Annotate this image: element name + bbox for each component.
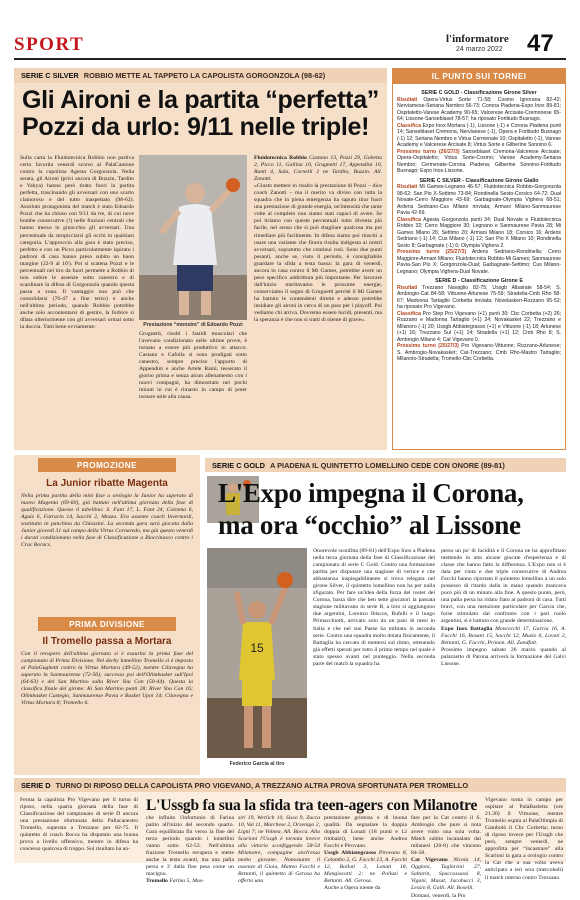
article1-strip xyxy=(14,68,387,83)
article2-strip-headline: A PIADENA IL QUINTETTO LOMELLINO CEDE CON ONORE (89-81) xyxy=(269,460,505,470)
article1-title-line1: Gli Aironi e la partita “perfetta” xyxy=(22,86,380,114)
article3-col5-end: Domani, venerdì, la Pro xyxy=(411,892,466,899)
article2-col2-end: Prossimo impegno sabato 26 marzo quando al palazzetto di Parona arriverà la formazione del Galvi Lissone. xyxy=(441,646,566,667)
sidebar-group-heading: SERIE C SILVER - Classificazione Girone Giallo xyxy=(419,177,539,184)
article2-title-line1: L'Expo impegna il Corona, xyxy=(218,478,524,508)
article3-title: L'Ussgb fa sua la sfida tra teen-agers con Milanotre xyxy=(146,797,478,814)
article3-col5-lead: Cat Vigevano xyxy=(411,857,448,864)
article3-col4-lead: Ussgb Abbiategrasso xyxy=(324,850,376,857)
sidebar-entry-label: Risultati xyxy=(397,96,418,103)
sidebar-entry xyxy=(397,123,561,149)
header-rule xyxy=(14,58,566,60)
sidebar-entry-text: Agesta Gorgonzola punti 34; Dual Novate e Fluidotecnica Robbio 32; Cerro Maggiore 30; Legnano e Sanmaurese Pavia 28; Mi Games Mlano 26; Settimo 20; Armani Milano 18; Corsico 16; Ardens Sedriano (-1) 14; Cus Milano (-1) 12; San Pio X Milano 10; Rondinella Sesto 8; Garbagnate (-1) 6; Olympia Vighera 2. xyxy=(397,216,561,249)
sidebar-entry-label: Risultati xyxy=(397,184,418,190)
sidebar-entry-text: Mi Games-Legnano 46-57; Fluidotecnica Robbio-Gorgonzola 98-62; San Pio X-Settimo 73-84; Rondinella Sesto-Corsico 64-72; Dual Novate-Cerro Maggiore 43-69; Garbagnate-Olympia Vighera 68-51; Ardens Sedriano-Cus Milano rinviata; Armani Milano-Sanmaurese Pavia 42-69. xyxy=(397,184,561,216)
article3-col2-roster: Farina 5, Mus- xyxy=(169,878,204,885)
article1-col1: Sulla carta la Fluidotecnica Robbio non partiva certo favorita venerdì scorso al PalaCantone contro la capolista Agesta Gorgonzola. Nella serata, gli Aironi (privi ancora di Buzzin, Tardito e Yahya) hanno però tirato fuori la partita perfetta, trascinando gli avversari con uno scarto clamoroso e del tutto inaspettato (98-62). Assoluto protagonista del match è stato Edoardo Pozzi che ha chiuso con 9/11 da tre, di cui nove bombe consecutive (!) nelle frazioni centrali che hanno messo in ginocchio gli avversari. Una percentuale da stropicciarsi gli occhi in qualsiasi categoria. L'approccio alla gara è stato preciso, perfetto e con un Picco particolarmente ispirato i padroni di casa hanno preso subito un buon margine (22-9 al 10'). Poi si scatena Pozzi e le percentuali nel tiro da fuori permette a Robbio di non subire le assenze sotto canestro e di scardinare la difesa di Gorgonzola quando questa passa a zona. Il vantaggio non può che consolidarsi (76-47 a fine terzo) e anche nell'ultimo periodo, quando Robbio potrebbe anche solo accontentarsi di gestire, la forbice si dilata ulteriormente con gli avversari ormai sotto la doccia. Tutti bene ovviamente: xyxy=(20,155,134,331)
sidebar-entry-text: Pro Step Pro Vigevano (+1) punti 30; Cbc Corbetta (+2) 26; Rozzano e Madonna Tartaglio (+1) 24; Novakasket 22; Trezzano e Milanoro (-1) 20; Ussgb Abbiategrasso (+1) e Vittuone (-1) 18; Arlunese (+1) 16; Trezzano Sul (+1) 14; Stradella (+1) 12; Cmb Rho 8; S. Ambrogio Milano 4; Cat Vigevano 0. xyxy=(397,310,561,343)
article3-strip-series: SERIE D xyxy=(21,780,51,790)
sidebar-entry xyxy=(397,249,561,275)
sidebar-entry-label: Prossimo turno (26/27/3) xyxy=(397,148,460,155)
article2-roster: Moncecchi 17, Garcia 16, A. Facchi 16, Bosani 15, Socchi 12, Muzio 6, Lovati 2, Bettanti, G. Facchi, Primon. All. Zandfalt. xyxy=(441,625,566,646)
article2-strip-series: SERIE C GOLD xyxy=(212,460,265,470)
sidebar-entry xyxy=(397,149,561,175)
article1-roster: Castano 13, Pozzi 29, Gobetta 2, Picco 11, Gallina 10, Grugnetti 17, Appendini 10, Ranti 4, Sala, Cornelli 2 ne Tardito, Buzzin. All. Zanotti. xyxy=(254,155,382,183)
prima-divisione-body: Con il recupero dell'ultima giornata si è esaurita la prima fase del campionato di Prima Divisione. Nel derby lomellino Tromello si è imposto al PalaGughetti contro la Virtus Mortara (49-52), mentre Cilavegna ha superato la Sanmaurense (72-56); successo poi dell'Olimbasket sull'Ipoi (64-63) e del San Martino sulla River You Con (50-44). Questa la classifica finale del girone: Ki San Martino punti 28; River You Con 16; Olimbasket Castegio, Sanmaurense Pavia e Basket Upoi 14; Cilavegna e Virtus Mortara 8; Tromello 6. xyxy=(21,651,193,707)
article3-col5-text: fare per la Cat contro il S. Ambrogio che pure si nota avere vinto una sola volta. Match subito incanalato dai milanesi (20-8) che vincono 84-58. xyxy=(411,815,481,857)
article3-strip xyxy=(14,778,566,792)
sidebar-entry-text: Trezzano Navaglio 82-75; Ussgb Albairate 58-54; S. Ambrogio-Cat 84-58; Vittuone-Arlunese 75-59; Stradella-Cmb Rho 58-67; Madonna Tartaglio Corbetta rinviata; Novelasken-Rozzano 95-52; ha riposato Pro Vigevano. xyxy=(397,284,561,310)
sidebar-entry-text: Ardens Sedriano-Rondinella; Cerro Maggiore-Armani Milano; Fluidotecnica Robbio-Mi Games; Sanmaurese Pavia-San Pio X; Gorgonzola-Dual; Garbagnate-Settimo; Cus Milano-Legnano; Olympia Vighera-Dual Novate. xyxy=(397,249,561,275)
prima-divisione-heading: PRIMA DIVISIONE xyxy=(38,617,176,631)
article1-team-lead: Fluidotecnica Robbio xyxy=(254,155,307,161)
sidebar-entry-label: Risultati xyxy=(397,284,418,291)
sidebar-entry xyxy=(397,343,561,363)
sidebar-entry xyxy=(397,217,561,250)
article3-col4-text: prestazione grintosa e di buona qualità. Da segnalare la doppia doppia di Lonati (18 punti e 12 rimbalzi), bene anche Andrea Facchi e Pirovano. xyxy=(324,815,407,850)
basketball-player-image xyxy=(139,155,247,320)
page-header xyxy=(0,0,580,62)
sidebar-entry-label: Prossimo turno (25/27/3) xyxy=(397,249,467,255)
article1-col3 xyxy=(254,155,382,445)
article2-photo-caption: Federico Garcia al tiro xyxy=(229,761,285,767)
article3-col2 xyxy=(146,815,234,885)
sidebar-entry xyxy=(397,311,561,344)
article3-strip-headline: TURNO DI RIPOSO DELLA CAPOLISTA PRO VIGEVANO, A TREZZANO ALTRA PROVA SFORTUNATA PER TROMELLO xyxy=(55,780,469,790)
svg-text:15: 15 xyxy=(250,641,264,655)
article2-team-lead: Expo Inox Battaglia xyxy=(441,625,493,632)
article1-photo-caption: Prestazione “monstre” di Edoardo Pozzi xyxy=(143,322,243,328)
sidebar-title: IL PUNTO SUI TORNEI xyxy=(392,68,566,84)
newspaper-logo: l'informatore xyxy=(446,33,509,45)
sidebar-entry-text: Sanseblaset Cremona-Valcerese Arcisate; Opera-Ospitaletto; Virtus Sorte-Cosmo; Varese Academy-Seriana Nembro; Cermenate-Corona Piadena; Gilberine Sonnino-Fortitudo Busnago; Expo Inox-Lissone. xyxy=(397,148,561,174)
issue-date: 24 marzo 2022 xyxy=(456,46,503,53)
sidebar-entry-text: Expo Inox Mortara (-1), Lissone (-1) e Corona Piadena punti 14; Sanseblaset Cremona, Nervianese (-1), Opera e Fortitudo Busnago (-1) 12; Seriana Nembro e Virtus Cermenate 10; Ospitaletto (-1), Varese Academy e Valcerese Arcisate 8; Virtus Sorte e Gilberine Sonnino 6. xyxy=(397,122,561,148)
article1-col2-bottom: Grugnetti, risolti i fastidi muscolari che l'avevano condizionato nelle ultime prove, è tornato a essere più produttivo in attacco. Castano e Cafolla si sono prodigati sotto canestro, sempre preciso l'apporto di Appendini e anche Artele Rainì, tesserato il giorno prima e senza alcun allenamento con i nuovi compagni, ha dimostrato nei pochi minuti in cui è rimasto in campo di poter tornare utile alla causa. xyxy=(139,331,247,401)
sidebar-group-heading: SERIE C GOLD - Classificazione Girone Silver xyxy=(421,90,537,96)
sidebar-entry-label: Prossimo turno (25/27/3) xyxy=(397,343,459,349)
prima-divisione-title: Il Tromello passa a Mortara xyxy=(42,636,172,647)
sidebar-group-heading: SERIE D - Classificazione Girone E xyxy=(435,278,523,284)
article2-main-photo xyxy=(207,548,307,758)
sidebar-entry xyxy=(397,184,561,217)
article3-col2-text: che influito l'infortunio di Farina patito all'inizio del secondo quarto. Gara equilibrata fin verso la fine del terzo periodo quando i lomellini vanno sotto 62-53. Nell'ultima frazione Tromello recupera e mette anche la testa avanti, ma una palla persa e 3' dalla fine pesa come un macigno. xyxy=(146,815,234,878)
article3-col2-lead: Tromello xyxy=(146,878,168,885)
basketball-shooter-image xyxy=(207,548,307,758)
article1-title-line2: Pozzi da urlo: 9/11 nelle triple! xyxy=(22,113,370,141)
article3-col5-roster: Nicola 14, Oggioni, Tagliavini 27, Saltarin, Spaccossassi 8, Vigani, Musat, Jacobucci 3, Lessio 8, Galli. All. Boselli. xyxy=(411,857,482,892)
article3-col1: Ferma la capolista Pro Vigevano per il turno di riposo, nella quarta giornata della fase di Classificazione del campionato di serie D ancora una prestazione sfortunata della Pallacanestro Tromello, superata a Trezzano per 82-75. Il quintetto di coach Bocca ha disputato una buona prova a livello offensivo, mentre in difesa ha concesso qualcosa di troppo. Sul risultato ha an- xyxy=(20,797,138,853)
article2-col2-text: perso un po' di lucidità e il Corona ne ha approfittato mettendo in atto alcune giocate d'esperienza e di classe che hanno fatto la differenza. L'Expo non si è data per vinta e due triple consecutive di Andrea Facchi hanno riportato il quintetto lomellino a un solo possesso di ritardo dalla in mano quando mancava poco più di un minuto alla fine. A questo punto, però, una palla persa ha ridato fiato ai padroni di casa. Tutti bravi, con una menzione particolare per Garcia che, forse stimolato dal confronto con i pari ruolo argentini, si è battuto con grande determinazione. xyxy=(441,548,566,625)
sidebar-entry-label: Classifica xyxy=(397,310,422,317)
article2-col2 xyxy=(441,548,566,770)
article2-title-line2: ma ora “occhio” al Lissone xyxy=(218,510,521,540)
sidebar-entry-text: Pro Vigevano-Vittuone; Rozzano-Arlunese; S. Ambrogio-Novakasket; Cat-Trezzano; Cmb Rho-Mastro Tartaglio; Milanoto-Stradella; Tromello-Cbc Corbetta. xyxy=(397,343,561,362)
article3-col4-roster: Pirovano 8, Colombo 2, G. Facchi 13, A. Facchi 12, Bollati 3, Lonati 18, Mangiacotti 2; ne Polluzi e Bettanti. All. Gerosa. xyxy=(324,850,407,885)
sidebar-entry-label: Classifica xyxy=(397,122,422,129)
strip-headline: ROBBIO METTE AL TAPPETO LA CAPOLISTA GORGONZOLA (98-62) xyxy=(83,71,326,80)
strip-series: SERIE C SILVER xyxy=(21,71,79,80)
article3-col6: Vigevano torna in campo per ospitare al PalaBasletta (ore 21.30) il Vittuone, mentre Tromello ospita al PalaOlimpia di Gambolò il Cbc Corbetta; turno di riposo invece per l'Ussgb che però, sempre venerdì, ne approfitta per “incastrare” alla Scarioni la gara a orologio contro la Cat che a sua volta aveva anticipato a ieri sera (mercoledì) il match interno contro Trezzano. xyxy=(485,797,563,881)
sidebar-entry-label: Classifica xyxy=(397,216,422,223)
sidebar-entry-text: Opera-Virtus Sorte 71-58; Cosmo Ignorana 82-42; Nerviamese-Seriana Nembro 56-73; Corona Piadena-Expo Inox 89-81; Ospitaletto-Varese Academy 90-65; Valcerese Arcisate-Cremonese 65-64; Lissone-Sanseblaset 78-57; ha riposato Fortitudo Busnago. xyxy=(397,96,561,122)
article3-col4 xyxy=(324,815,407,892)
sidebar-content xyxy=(397,87,561,445)
article1-col3-text: «Giusto mettere in risalto la prestazione di Pozzi – dice coach Zanotti – ma il merito va diviso con tutta la squadra che in piena emergenza ha saputo tirar fuori una prestazione di grande energia, un'intensità che tante volte al completo non siamo stati capaci di avere. Se poi tiriamo con queste percentuali tutto diventa più facile, nel senso che si può sbagliare qualcosa ma poi rimediare più facilmente. In difesa siamo poi riusciti a usare una variante che finora risulta indigesta ai nostri avversari, sopratutto che continui così. Sono due punti pesanti, anche se, visto il periodo, è consigliabile guardare la sfida a testa bassa: la gara di venerdì, ancora in casa contro il Mi Games, potrebbe avere un peso specifico addirittura più importante. Per lavorare dall'inizio meritavamo le prossime energie, conserviamo il segno di Grugnetti perché il Mi Games ha battuto le contendenti dirette e adesso potrebbe insidiare gli aironi in cerca di un pass per i playoff. Poi vediamo chi arriva. Dovremo essere lucidi, presenti, ma la speranza è che non si tratti di niente di grave». xyxy=(254,183,382,324)
article2-col1: Onorevole sconfitta (89-81) dell'Expo Inox a Piadena nella terza giornata della fase di Classificazione del campionato di serie C Gold. Contro una formazione partita per disputare una stagione di vertice e che abbastanza inspiegabilmente si trova relegata nel girone Silver, il quintetto lomellino non ha per nulla sfigurato. Per fare un'idea della forza del roster del Corona, basta dire che ben sette giocatori la passata stagione militavano in serie B, a loro si aggiungono due argentini, Lorenzo Ibiscus, Bufelli e il lungo Primacchiotti, arrivato solo da un paio di mesi in Italia e che nel suo Paese ha militato in seconda serie. Contro una squadra molto dotata fisicamente, il Battaglia ha cercato di mettersi sul ritmo, ottenendo già effetti sperati per tutto il primo tempo nel quale è stato spesso avanti nel punteggio. Nella seconda parte del match la squadra ha xyxy=(313,548,435,667)
sidebar-entry xyxy=(397,285,561,311)
article3-col3: siri 19, Werlich 10, Sisso 9, Zucca 10, Vai 11, Marchese 2, Orsenigo 2, Ligni 7; ne Volnea. All. Bocca. Alla Scarioni l'Ussgb è tornata invece alla vittoria sconfiggendo 58-54 Milanotre, compagine anch'essa molto giovane. Nonostante il assenze di Gioia, Matteo Facchi e Bettanti, il quintetto di Gerosa ha offerto una xyxy=(238,815,320,885)
article3-col4-end: Anche a Opera niente da xyxy=(324,885,381,892)
page-number: 47 xyxy=(527,30,554,57)
article2-strip xyxy=(205,458,566,472)
promozione-body: Nella prima partita della mini fase a orologio la Junior ha superato di nuovo Magenta (69-60), già battuto nell'ultima giornata della fase di qualificazione. Questo il tabellino: S. Fant 17, L. Fant 24, Colonna 6, Aguiz 6, Fatracin 14, Sacchi 2, Mozza. Era assente coach Invernardi, sostituito in panchina da Chiozzini. La seconda gara sarà giocata dalla Junior giovedì 31 sul campo della Virtus Cornaredo, ma già questo venerdì i durati condizionano nella fase di Classificazione a Bioccinasco contro i Crac Boracs. xyxy=(21,493,193,549)
section-title: SPORT xyxy=(14,34,85,55)
article1-photo xyxy=(139,155,247,320)
promozione-title: La Junior ribatte Magenta xyxy=(46,478,168,489)
article3-col5 xyxy=(411,815,482,899)
promozione-heading: PROMOZIONE xyxy=(38,458,176,472)
sidebar-entry xyxy=(397,97,561,123)
